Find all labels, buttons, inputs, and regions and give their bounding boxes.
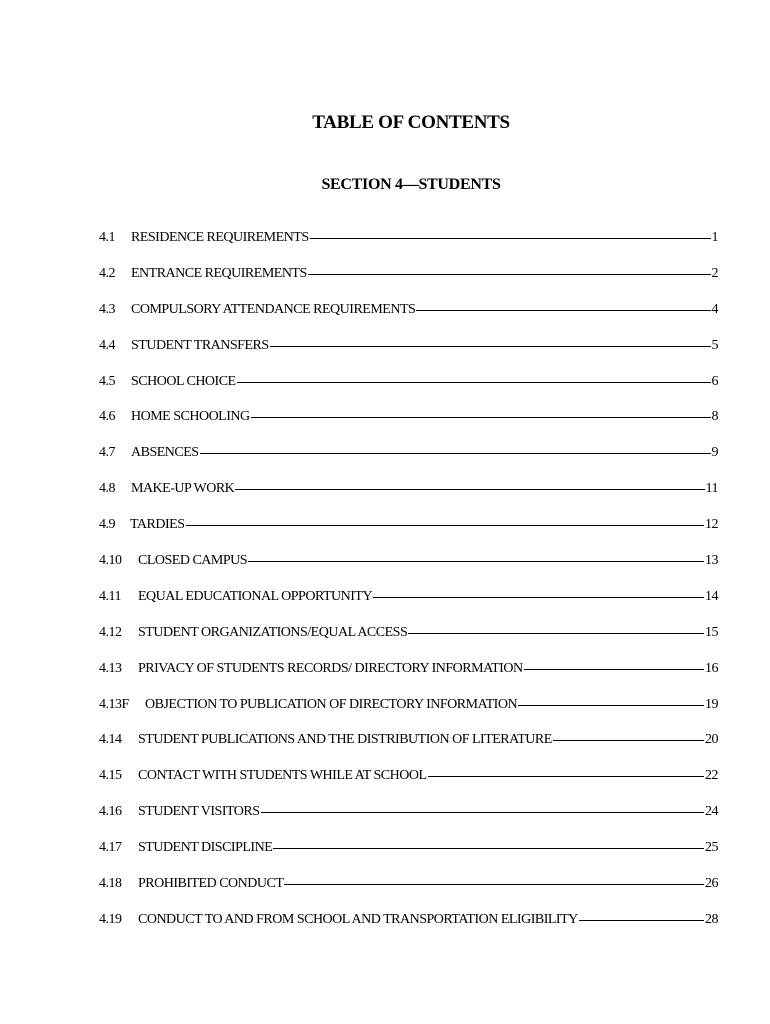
toc-entry-title: ABSENCES (131, 445, 199, 461)
toc-entry[interactable] (99, 732, 718, 768)
toc-leader-line (579, 920, 704, 921)
toc-entry-number: 4.17 (99, 840, 122, 856)
toc-entry[interactable] (99, 445, 718, 481)
toc-entry-title: ENTRANCE REQUIREMENTS (131, 265, 307, 281)
toc-leader-line (270, 346, 711, 347)
toc-entry-page-number: 24 (705, 804, 718, 820)
toc-entry-title: STUDENT ORGANIZATIONS/EQUAL ACCESS (138, 624, 408, 640)
toc-leader-line (416, 310, 710, 311)
toc-entry-title: OBJECTION TO PUBLICATION OF DIRECTORY INFORMATION (145, 696, 518, 712)
toc-entry-page-number: 13 (705, 553, 718, 569)
toc-entry-page-number: 26 (705, 876, 718, 892)
toc-leader-line (518, 705, 704, 706)
toc-entry[interactable] (99, 876, 718, 912)
toc-entry-number: 4.13 (99, 660, 122, 676)
toc-entry-title: PROHIBITED CONDUCT (138, 876, 284, 892)
toc-entry-number: 4.5 (99, 373, 115, 389)
toc-entry-number: 4.11 (99, 588, 121, 604)
toc-entry-title: MAKE-UP WORK (131, 481, 235, 497)
toc-entry[interactable] (99, 409, 718, 445)
toc-entry[interactable] (99, 661, 718, 697)
toc-entry-title: SCHOOL CHOICE (131, 373, 236, 389)
toc-entry-title: EQUAL EDUCATIONAL OPPORTUNITY (138, 588, 373, 604)
toc-entry-page-number: 11 (705, 481, 718, 497)
toc-entry-number: 4.16 (99, 804, 122, 820)
toc-entry[interactable] (99, 768, 718, 804)
toc-entry-page-number: 14 (705, 588, 718, 604)
toc-entry-number: 4.7 (99, 445, 115, 461)
toc-entry-number: 4.12 (99, 624, 122, 640)
toc-entry-number: 4.1 (99, 230, 115, 245)
toc-entry-page-number: 12 (705, 517, 718, 533)
toc-entry[interactable] (99, 912, 718, 948)
toc-entry-number: 4.2 (99, 265, 115, 281)
toc-leader-line (200, 453, 711, 454)
toc-leader-line (261, 812, 704, 813)
table-of-contents (99, 230, 718, 948)
toc-entry-number: 4.19 (99, 911, 122, 927)
toc-entry[interactable] (99, 625, 718, 661)
toc-entry-page-number: 15 (705, 624, 718, 640)
toc-leader-line (186, 525, 705, 526)
toc-entry-title: STUDENT PUBLICATIONS AND THE DISTRIBUTION OF LITERATURE (138, 732, 552, 748)
toc-leader-line (251, 417, 711, 418)
toc-entry-number: 4.6 (99, 409, 115, 425)
toc-entry-title: HOME SCHOOLING (131, 409, 250, 425)
toc-entry-number: 4.10 (99, 553, 122, 569)
toc-leader-line (235, 489, 704, 490)
toc-entry-page-number: 4 (711, 301, 718, 317)
toc-entry[interactable] (99, 338, 718, 374)
toc-entry-title: CONDUCT TO AND FROM SCHOOL AND TRANSPORTATION ELIGIBILITY (138, 911, 578, 927)
toc-entry-page-number: 20 (705, 732, 718, 748)
toc-entry[interactable] (99, 481, 718, 517)
toc-entry-title: TARDIES (130, 517, 185, 533)
toc-entry-number: 4.13F (99, 696, 129, 712)
toc-entry-title: CONTACT WITH STUDENTS WHILE AT SCHOOL (138, 768, 427, 784)
toc-entry[interactable] (99, 840, 718, 876)
toc-entry[interactable] (99, 266, 718, 302)
toc-leader-line (310, 238, 711, 239)
toc-entry-number: 4.18 (99, 876, 122, 892)
toc-entry-number: 4.14 (99, 732, 122, 748)
toc-entry-title: COMPULSORY ATTENDANCE REQUIREMENTS (131, 301, 416, 317)
toc-entry-title: PRIVACY OF STUDENTS RECORDS/ DIRECTORY INFORMATION (138, 660, 523, 676)
toc-leader-line (273, 848, 704, 849)
toc-entry-page-number: 22 (705, 768, 718, 784)
toc-entry[interactable] (99, 697, 718, 733)
toc-entry[interactable] (99, 804, 718, 840)
toc-entry-page-number: 25 (705, 840, 718, 856)
toc-leader-line (373, 597, 704, 598)
toc-entry-page-number: 9 (711, 445, 718, 461)
toc-entry[interactable] (99, 302, 718, 338)
toc-entry-page-number: 28 (705, 911, 718, 927)
toc-entry-number: 4.15 (99, 768, 122, 784)
toc-entry[interactable] (99, 589, 718, 625)
toc-entry[interactable] (99, 374, 718, 410)
toc-leader-line (284, 884, 704, 885)
document-title: TABLE OF CONTENTS (312, 112, 510, 133)
toc-entry-title: STUDENT DISCIPLINE (138, 840, 273, 856)
toc-entry-number: 4.3 (99, 301, 115, 317)
toc-entry-title: STUDENT TRANSFERS (131, 337, 269, 353)
toc-entry-title: CLOSED CAMPUS (138, 553, 248, 569)
toc-entry-title: STUDENT VISITORS (138, 804, 260, 820)
toc-leader-line (408, 633, 704, 634)
toc-entry-page-number: 5 (711, 337, 718, 353)
toc-leader-line (308, 274, 711, 275)
toc-entry-number: 4.4 (99, 337, 115, 353)
section-heading: SECTION 4—STUDENTS (321, 176, 501, 193)
toc-entry[interactable] (99, 553, 718, 589)
toc-entry-number: 4.8 (99, 481, 115, 497)
toc-entry-page-number: 6 (711, 373, 718, 389)
toc-leader-line (428, 776, 704, 777)
toc-entry[interactable] (99, 517, 718, 553)
toc-entry-title: RESIDENCE REQUIREMENTS (131, 230, 309, 245)
toc-entry-page-number: 19 (705, 696, 718, 712)
toc-entry-number: 4.9 (99, 517, 115, 533)
toc-entry-page-number: 8 (711, 409, 718, 425)
toc-leader-line (553, 740, 704, 741)
toc-entry-page-number: 2 (711, 265, 718, 281)
toc-entry-page-number: 1 (711, 230, 718, 245)
toc-entry[interactable] (99, 230, 718, 266)
toc-leader-line (248, 561, 704, 562)
toc-leader-line (524, 669, 704, 670)
toc-entry-page-number: 16 (705, 660, 718, 676)
toc-leader-line (237, 382, 711, 383)
